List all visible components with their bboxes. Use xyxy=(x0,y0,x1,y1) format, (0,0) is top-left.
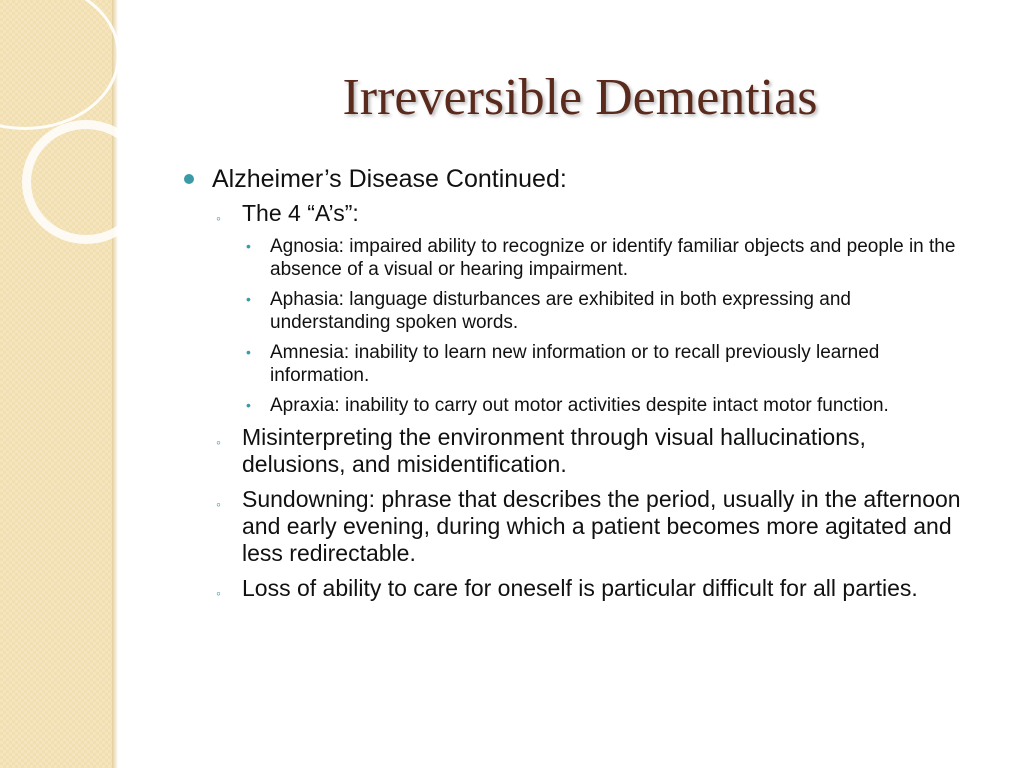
dot-bullet-icon: • xyxy=(246,291,251,307)
sub-bullet-misinterpreting xyxy=(184,424,974,478)
ring-bullet-icon: ◦ xyxy=(216,434,221,450)
decorative-ring-middle xyxy=(22,120,150,244)
sub-sub-bullet-text: Apraxia: inability to carry out motor activities despite intact motor function. xyxy=(270,395,889,416)
sub-sub-bullet-amnesia xyxy=(184,341,974,387)
bullet-text: Alzheimer’s Disease Continued: xyxy=(212,165,567,193)
sub-bullet-text: Misinterpreting the environment through visual hallucinations, delusions, and misidentification. xyxy=(242,424,866,477)
dot-bullet-icon: • xyxy=(246,238,251,254)
dot-bullet-icon: • xyxy=(246,397,251,413)
sub-bullet-text: Loss of ability to care for oneself is particular difficult for all parties. xyxy=(242,575,918,601)
sub-bullet-loss-of-ability xyxy=(184,575,974,602)
sub-bullet-sundowning xyxy=(184,486,974,567)
sub-sub-bullet-agnosia xyxy=(184,235,974,281)
side-band-edge xyxy=(112,0,118,768)
sub-sub-bullet-apraxia xyxy=(184,394,974,417)
sub-sub-bullet-text: Amnesia: inability to learn new information or to recall previously learned information. xyxy=(270,342,880,386)
bullet-alzheimers xyxy=(184,164,974,194)
sub-bullet-text: Sundowning: phrase that describes the period, usually in the afternoon and early evening, during which a patient becomes more agitated and less redirectable. xyxy=(242,486,961,566)
sub-bullet-four-as xyxy=(184,200,974,227)
ring-bullet-icon: ◦ xyxy=(216,496,221,512)
slide-title: Irreversible Dementias xyxy=(342,69,818,126)
round-bullet-icon xyxy=(184,174,194,184)
dot-bullet-icon: • xyxy=(246,344,251,360)
sub-sub-bullet-text: Aphasia: language disturbances are exhibited in both expressing and understanding spoken words. xyxy=(270,289,851,333)
ring-bullet-icon: ◦ xyxy=(216,585,221,601)
slide-content xyxy=(184,164,974,610)
sub-sub-bullet-text: Agnosia: impaired ability to recognize or identify familiar objects and people in the absence of a visual or hearing impairment. xyxy=(270,236,956,280)
ring-bullet-icon: ◦ xyxy=(216,210,221,226)
sub-bullet-text: The 4 “A’s”: xyxy=(242,200,359,226)
sub-sub-bullet-aphasia xyxy=(184,288,974,334)
